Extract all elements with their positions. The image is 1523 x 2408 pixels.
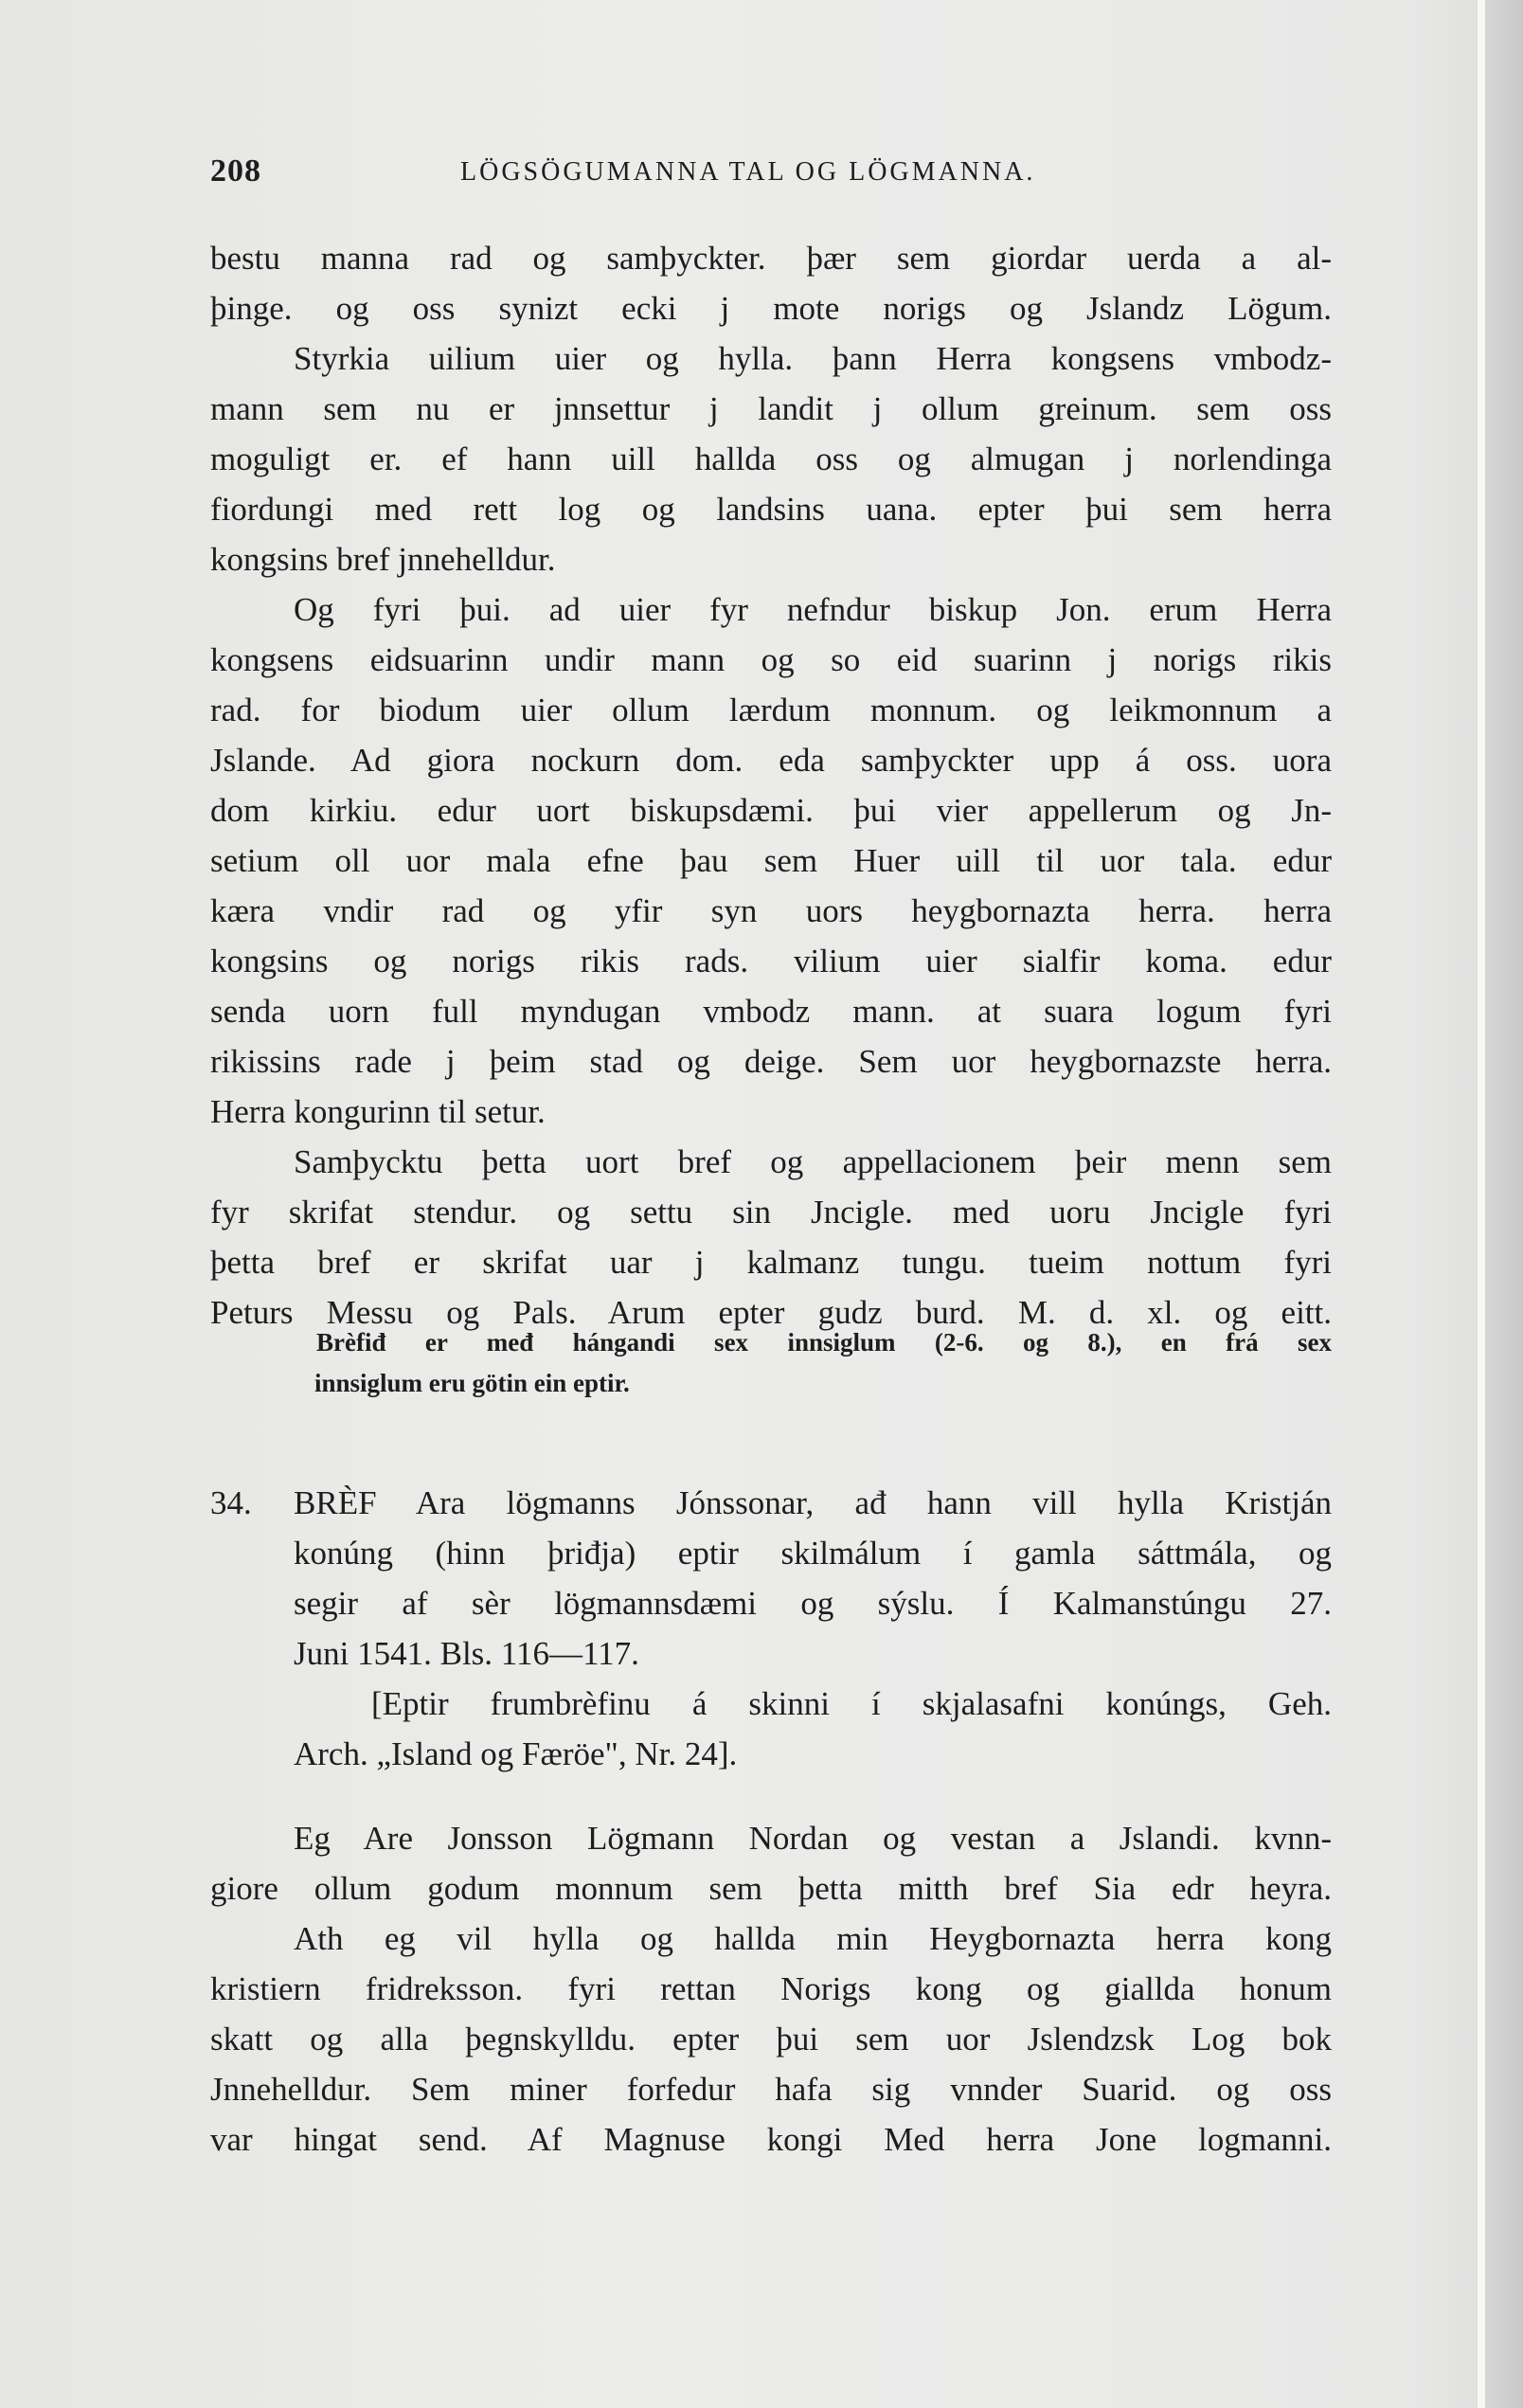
text-line: bestu manna rad og samþyckter. þær sem giordar uerda a al-: [210, 240, 1332, 277]
text-line: kæra vndir rad og yfir syn uors heygbornazta herra. herra: [210, 892, 1332, 929]
entry-line: segir af sèr lögmannsdæmi og sýslu. Í Kalmanstúngu 27.: [294, 1585, 1332, 1622]
seal-note: [210, 1322, 1332, 1404]
text-line: Jslande. Ad giora nockurn dom. eda samþyckter upp á oss. uora: [210, 742, 1332, 779]
text-line: fyr skrifat stendur. og settu sin Jncigle. med uoru Jncigle fyri: [210, 1194, 1332, 1231]
source-line: Arch. „Island og Færöe", Nr. 24].: [294, 1735, 738, 1772]
text-line: rikissins rade j þeim stad og deige. Sem uor heygbornazste herra.: [210, 1043, 1332, 1080]
text-line: setium oll uor mala efne þau sem Huer uill til uor tala. edur: [210, 842, 1332, 879]
text-line: Styrkia uilium uier og hylla. þann Herra kongsens vmbodz-: [294, 340, 1332, 377]
entry-34: [210, 1478, 1332, 1779]
text-line: kongsins bref jnnehelldur.: [210, 541, 556, 578]
page-shadow: [1485, 0, 1523, 2408]
text-line: þinge. og oss synizt ecki j mote norigs og Jslandz Lögum.: [210, 290, 1332, 327]
note-line: Brèfiđ er međ hángandi sex innsiglum (2-6. og 8.), en frá sex: [316, 1328, 1332, 1357]
text-line: Herra kongurinn til setur.: [210, 1093, 546, 1130]
text-line: moguligt er. ef hann uill hallda oss og almugan j norlendinga: [210, 440, 1332, 477]
text-line: Jnnehelldur. Sem miner forfedur hafa sig vnnder Suarid. og oss: [210, 2071, 1332, 2108]
entry-number: 34.: [210, 1484, 252, 1521]
letter-text-are: [210, 1813, 1332, 2165]
page-header: [210, 153, 1332, 201]
text-line: var hingat send. Af Magnuse kongi Med herra Jone logmanni.: [210, 2121, 1332, 2158]
entry-line: BRÈF Ara lögmanns Jónssonar, ađ hann vill hylla Kristján: [294, 1484, 1332, 1521]
text-line: fiordungi med rett log og landsins uana. epter þui sem herra: [210, 491, 1332, 528]
page-edge: [1478, 0, 1485, 2408]
text-line: Og fyri þui. ad uier fyr nefndur biskup Jon. erum Herra: [294, 591, 1332, 628]
text-line: kongsens eidsuarinn undir mann og so eid suarinn j norigs rikis: [210, 641, 1332, 678]
text-line: kristiern fridreksson. fyri rettan Norigs kong og giallda honum: [210, 1970, 1332, 2007]
text-line: giore ollum godum monnum sem þetta mitth bref Sia edr heyra.: [210, 1870, 1332, 1907]
text-line: mann sem nu er jnnsettur j landit j ollum greinum. sem oss: [210, 390, 1332, 427]
entry-line: konúng (hinn þriđja) eptir skilmálum í gamla sáttmála, og: [294, 1535, 1332, 1572]
text-line: senda uorn full myndugan vmbodz mann. at suara logum fyri: [210, 993, 1332, 1030]
note-line: innsiglum eru götin ein eptir.: [314, 1369, 630, 1397]
text-line: dom kirkiu. edur uort biskupsdæmi. þui vier appellerum og Jn-: [210, 792, 1332, 829]
text-line: Ath eg vil hylla og hallda min Heygbornazta herra kong: [294, 1920, 1332, 1957]
text-line: skatt og alla þegnskylldu. epter þui sem uor Jslendzsk Log bok: [210, 2021, 1332, 2058]
text-line: kongsins og norigs rikis rads. vilium uier sialfir koma. edur: [210, 943, 1332, 979]
text-line: Peturs Messu og Pals. Arum epter gudz burd. M. d. xl. og eitt.: [210, 1294, 1332, 1331]
text-line: rad. for biodum uier ollum lærdum monnum. og leikmonnum a: [210, 692, 1332, 728]
text-line: þetta bref er skrifat uar j kalmanz tungu. tueim nottum fyri: [210, 1244, 1332, 1281]
text-line: Samþycktu þetta uort bref og appellacionem þeir menn sem: [294, 1143, 1332, 1180]
source-line: [Eptir frumbrèfinu á skinni í skjalasafni konúngs, Geh.: [371, 1685, 1332, 1722]
text-line: Eg Are Jonsson Lögmann Nordan og vestan a Jslandi. kvnn-: [294, 1820, 1332, 1857]
running-head: LÖGSÖGUMANNA TAL OG LÖGMANNA.: [460, 157, 1036, 187]
entry-line: Juni 1541. Bls. 116—117.: [294, 1635, 639, 1672]
letter-text-continued: [210, 233, 1332, 1338]
page-number: 208: [210, 153, 261, 189]
